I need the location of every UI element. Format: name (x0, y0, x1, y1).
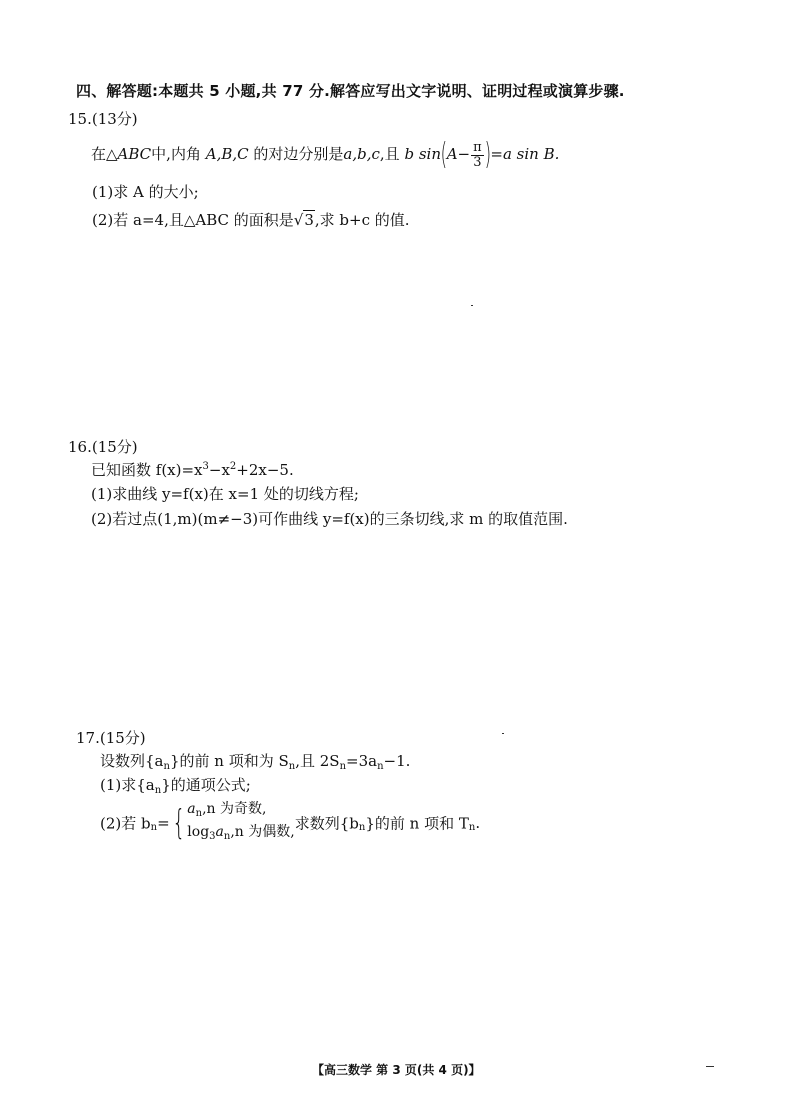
scan-speck-2 (502, 733, 504, 734)
q16-stem (91, 459, 294, 480)
q15-radicand: 3 (304, 211, 314, 229)
q17-stem-a: 设数列{a (100, 752, 164, 770)
q15-formula-inner: A− (446, 145, 471, 163)
q15-formula-right: =a sin B. (490, 145, 560, 163)
q17-sub9: n (358, 822, 366, 833)
q15-frac-num: π (473, 139, 482, 155)
q17-stem-b: }的前 n 项和为 S (169, 752, 289, 770)
q17-sub10: n (468, 822, 476, 833)
q15-paren-close: ) (484, 137, 491, 172)
q17-part2 (100, 800, 480, 846)
q15-part2-a: (2)若 a=4,且△ABC 的面积是 (92, 211, 294, 229)
q15-angles: A,B,C (205, 145, 249, 163)
q15-paren-open: ( (440, 137, 448, 172)
q15-stem-b: 中,内角 (151, 145, 201, 163)
q15-fraction (471, 141, 484, 170)
q17-sub4: n (377, 761, 384, 772)
q16-stem-c: +2x−5. (236, 461, 294, 479)
q15-formula-left: b sin (404, 145, 441, 163)
q15-part2-b: ,求 b+c 的值. (314, 211, 410, 229)
scan-speck-3 (706, 1066, 714, 1067)
q15-stem-a: 在△ (91, 145, 118, 163)
q17-part1 (100, 774, 251, 796)
section-heading: 四、解答题:本题共 5 小题,共 77 分.解答应写出文字说明、证明过程或演算步骤. (76, 82, 625, 100)
q17-case2-c: ,n 为偶数, (230, 824, 295, 840)
q16-stem-b: −x (208, 461, 230, 479)
q17-part2-b: = (157, 814, 170, 832)
q15-part2 (92, 209, 410, 230)
scan-speck-1 (471, 305, 473, 306)
q17-sub5: n (154, 785, 162, 796)
q15-sqrt (294, 211, 315, 229)
q16-part2: (2)若过点(1,m)(m≠−3)可作曲线 y=f(x)的三条切线,求 m 的取值范围. (91, 510, 568, 528)
q17-part1-a: (1)求{a (100, 776, 155, 794)
q17-case2 (187, 823, 294, 846)
q17-stem-d: =3a (346, 752, 378, 770)
q15-stem (91, 137, 560, 172)
page-footer: 【高三数学 第 3 页(共 4 页)】 (312, 1063, 481, 1077)
q17-part2-e: . (475, 814, 481, 832)
q17-cases (187, 800, 294, 846)
q17-stem (100, 750, 410, 772)
q16-exp3: 3 (202, 461, 209, 472)
q17-case1-a: a (187, 801, 196, 817)
q17-brace: { (171, 803, 185, 843)
q16-exp2: 2 (229, 461, 237, 472)
q17-sub3: n (339, 761, 347, 772)
q17-sub2: n (288, 761, 296, 772)
q17-case1-b: ,n 为奇数, (202, 801, 267, 817)
q15-part1: (1)求 A 的大小; (92, 183, 199, 201)
q17-part2-d: }的前 n 项和 T (365, 814, 469, 833)
q15-stem-d: ,且 (379, 145, 400, 163)
q16-part1: (1)求曲线 y=f(x)在 x=1 处的切线方程; (91, 485, 359, 503)
q17-part2-c: 求数列{b (294, 814, 359, 833)
q17-case1 (187, 800, 294, 823)
q17-sub8: n (223, 831, 231, 842)
q17-case2-a: log (187, 824, 210, 840)
q15-stem-c: 的对边分别是 (253, 145, 344, 163)
q17-part2-a: (2)若 b (100, 814, 151, 833)
q15-sides: a,b,c (343, 145, 380, 163)
q17-case2-base: 3 (209, 831, 216, 842)
q16-stem-a: 已知函数 f(x)=x (91, 461, 203, 479)
q15-tri: ABC (117, 145, 152, 163)
q17-sub6: n (150, 822, 158, 833)
q17-stem-c: ,且 2S (295, 752, 340, 770)
q17-case2-b: a (215, 824, 224, 840)
q17-label: 17.(15分) (76, 729, 146, 747)
q17-stem-e: −1. (383, 752, 411, 770)
q15-label: 15.(13分) (68, 110, 138, 128)
q17-sub7: n (195, 808, 203, 819)
q15-frac-den: 3 (473, 154, 482, 170)
q17-sub1: n (163, 761, 170, 772)
q15-radical-sign: √ (293, 211, 304, 229)
q17-part1-b: }的通项公式; (161, 776, 251, 794)
q16-label: 16.(15分) (68, 438, 138, 456)
